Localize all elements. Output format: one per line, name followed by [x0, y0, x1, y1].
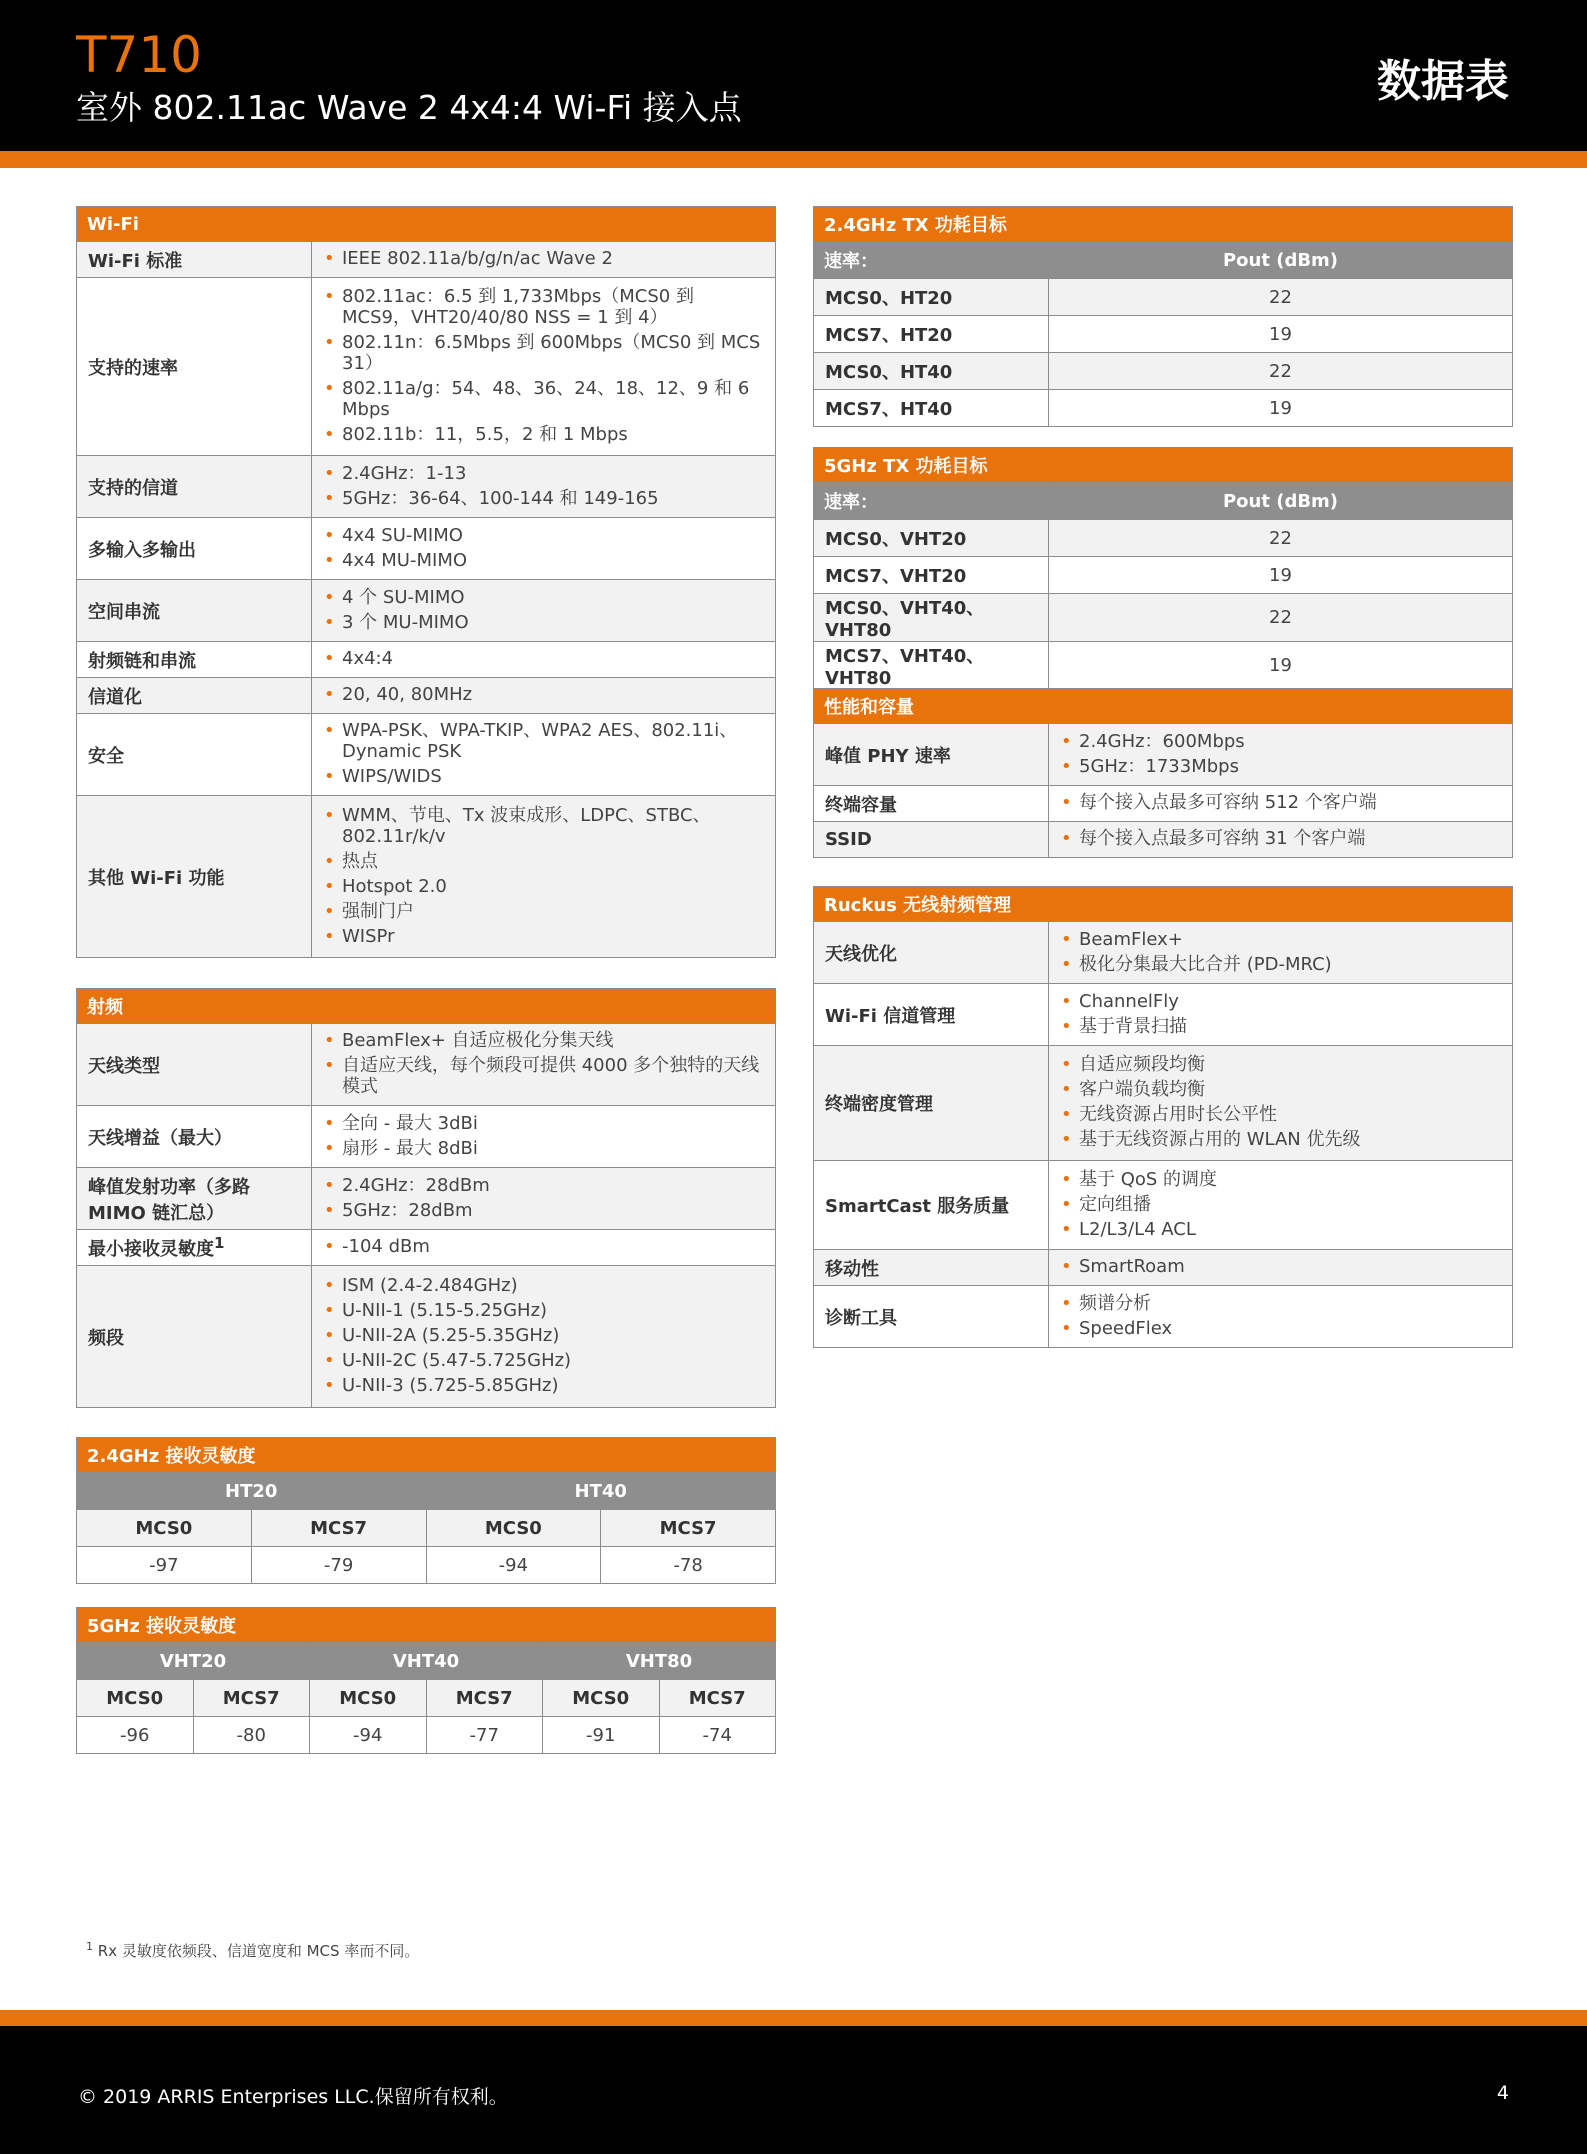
- spec-label: [814, 724, 1049, 786]
- spec-values: [312, 1230, 776, 1266]
- spec-row: [77, 714, 776, 796]
- value-item: • 20, 40, 80MHz: [322, 684, 765, 705]
- section-title: 5GHz 接收灵敏度: [77, 1608, 776, 1643]
- spec-label: [77, 1168, 312, 1230]
- spec-values: [312, 242, 776, 278]
- value-item: • U-NII-2A (5.25-5.35GHz): [322, 1325, 765, 1346]
- value-list: [1059, 1256, 1502, 1277]
- spec-row: [814, 1046, 1513, 1161]
- spec-label: [814, 984, 1049, 1046]
- section-title: 射频: [77, 989, 776, 1024]
- spec-label: [77, 242, 312, 278]
- spec-row: [814, 1161, 1513, 1250]
- value-list: [1059, 828, 1502, 849]
- value-item: • 基于无线资源占用的 WLAN 优先级: [1059, 1129, 1502, 1150]
- group-header-row: [77, 1473, 776, 1510]
- spec-values: [312, 714, 776, 796]
- value-item: • 无线资源占用时长公平性: [1059, 1104, 1502, 1125]
- value-item: • 2.4GHz：28dBm: [322, 1175, 765, 1196]
- spec-label: [77, 642, 312, 678]
- spec-label-text: SSID: [825, 829, 872, 850]
- tx-pout: 22: [1049, 353, 1513, 390]
- value-item: • 5GHz：1733Mbps: [1059, 756, 1502, 777]
- mcs-column: MCS0: [77, 1680, 194, 1717]
- mcs-column: MCS7: [601, 1510, 776, 1547]
- spec-label-text: 峰值发射功率（多路 MIMO 链汇总）: [88, 1176, 250, 1224]
- spec-row: [77, 278, 776, 456]
- value-item: • 基于背景扫描: [1059, 1016, 1502, 1037]
- spec-row: [814, 922, 1513, 984]
- spec-label: [77, 796, 312, 958]
- spec-row: [814, 724, 1513, 786]
- channel-group: VHT80: [543, 1643, 776, 1680]
- column-header-row: [77, 1510, 776, 1547]
- value-item: • 5GHz：36-64、100-144 和 149-165: [322, 488, 765, 509]
- spec-label-text: Wi-Fi 标准: [88, 250, 183, 272]
- col-rate: 速率：: [814, 483, 1049, 520]
- value-item: • 全向 - 最大 3dBi: [322, 1113, 765, 1134]
- tx-row: [814, 520, 1513, 557]
- wifi-table: [76, 206, 776, 958]
- footnote-marker: 1: [86, 1940, 93, 1953]
- spec-values: [312, 796, 776, 958]
- copyright: © 2019 ARRIS Enterprises LLC.保留所有权利。: [78, 2086, 508, 2108]
- spec-label-text: 射频链和串流: [88, 650, 196, 672]
- spec-values: [312, 1106, 776, 1168]
- value-item: • WISPr: [322, 926, 765, 947]
- spec-row: [814, 1286, 1513, 1348]
- sensitivity-value: -97: [77, 1547, 252, 1584]
- value-item: • 5GHz：28dBm: [322, 1200, 765, 1221]
- spec-label-text: 诊断工具: [825, 1307, 897, 1329]
- section-title: 2.4GHz 接收灵敏度: [77, 1438, 776, 1473]
- value-list: [1059, 929, 1502, 975]
- spec-values: [1049, 1250, 1513, 1286]
- rf-section: [76, 988, 776, 1408]
- value-item: • 客户端负载均衡: [1059, 1079, 1502, 1100]
- sensitivity-value: -77: [426, 1717, 543, 1754]
- section-title: 性能和容量: [814, 689, 1513, 724]
- footnote: [86, 1940, 419, 1961]
- spec-label: [814, 1161, 1049, 1250]
- value-list: [322, 684, 765, 705]
- value-list: [1059, 991, 1502, 1037]
- spec-label-text: 安全: [88, 745, 124, 767]
- spec-label: [77, 1024, 312, 1106]
- tx5-section: [813, 447, 1513, 690]
- spec-label: [814, 822, 1049, 858]
- spec-row: [77, 518, 776, 580]
- rrm-section: [813, 886, 1513, 1348]
- value-item: • SmartRoam: [1059, 1256, 1502, 1277]
- tx24-section: [813, 206, 1513, 427]
- value-item: • BeamFlex+: [1059, 929, 1502, 950]
- spec-label-text: 最小接收灵敏度: [88, 1239, 214, 1260]
- value-item: • 4 个 SU-MIMO: [322, 587, 765, 608]
- spec-row: [814, 1250, 1513, 1286]
- group-header-row: [77, 1643, 776, 1680]
- value-list: [322, 648, 765, 669]
- value-item: • ChannelFly: [1059, 991, 1502, 1012]
- spec-row: [77, 580, 776, 642]
- spec-label-text: 移动性: [825, 1258, 879, 1280]
- value-item: • 热点: [322, 851, 765, 872]
- mcs-column: MCS7: [659, 1680, 776, 1717]
- value-list: [322, 1275, 765, 1396]
- section-title: Ruckus 无线射频管理: [814, 887, 1513, 922]
- value-item: • U-NII-1 (5.15-5.25GHz): [322, 1300, 765, 1321]
- value-list: [322, 1113, 765, 1159]
- tx-pout: 19: [1049, 642, 1513, 690]
- value-item: • 4x4 SU-MIMO: [322, 525, 765, 546]
- sensitivity-value: -80: [193, 1717, 310, 1754]
- section-title: Wi-Fi: [77, 207, 776, 242]
- spec-row: [77, 678, 776, 714]
- col-pout: Pout (dBm): [1049, 483, 1513, 520]
- spec-values: [1049, 922, 1513, 984]
- value-list: [322, 1175, 765, 1221]
- spec-row: [77, 242, 776, 278]
- col-rate: 速率：: [814, 242, 1049, 279]
- value-item: • WIPS/WIDS: [322, 766, 765, 787]
- tx-row: [814, 279, 1513, 316]
- spec-values: [312, 518, 776, 580]
- col-pout: Pout (dBm): [1049, 242, 1513, 279]
- value-list: [322, 805, 765, 947]
- tx-rate: MCS0、VHT20: [814, 520, 1049, 557]
- spec-row: [77, 1024, 776, 1106]
- spec-values: [312, 678, 776, 714]
- footer-accent-stripe: [0, 2010, 1587, 2026]
- sensitivity-value: -74: [659, 1717, 776, 1754]
- rx24-section: [76, 1437, 776, 1584]
- spec-label-text: 信道化: [88, 686, 142, 708]
- value-list: [1059, 1169, 1502, 1240]
- spec-label-text: 多输入多输出: [88, 539, 196, 561]
- tx-pout: 22: [1049, 520, 1513, 557]
- spec-row: [814, 822, 1513, 858]
- rx5-table: [76, 1607, 776, 1754]
- value-list: [1059, 731, 1502, 777]
- wifi-section: [76, 206, 776, 958]
- tx24-table: [813, 206, 1513, 427]
- header-accent-stripe: [0, 151, 1587, 168]
- spec-label: [77, 1266, 312, 1408]
- tx-row: [814, 316, 1513, 353]
- rrm-table: [813, 886, 1513, 1348]
- spec-row: [77, 1230, 776, 1266]
- tx-row: [814, 353, 1513, 390]
- value-item: • 定向组播: [1059, 1194, 1502, 1215]
- value-list: [322, 463, 765, 509]
- value-item: • WPA-PSK、WPA-TKIP、WPA2 AES、802.11i、Dynamic PSK: [322, 720, 765, 762]
- spec-label-text: 支持的速率: [88, 357, 178, 379]
- tx-rate: MCS0、HT20: [814, 279, 1049, 316]
- spec-label: [814, 1250, 1049, 1286]
- value-item: • 2.4GHz：600Mbps: [1059, 731, 1502, 752]
- spec-values: [1049, 1046, 1513, 1161]
- spec-label: [814, 1046, 1049, 1161]
- tx-row: [814, 557, 1513, 594]
- section-title: 2.4GHz TX 功耗目标: [814, 207, 1513, 242]
- value-item: • U-NII-2C (5.47-5.725GHz): [322, 1350, 765, 1371]
- value-item: • 每个接入点最多可容纳 512 个客户端: [1059, 792, 1502, 813]
- sensitivity-value: -78: [601, 1547, 776, 1584]
- tx-row: [814, 594, 1513, 642]
- spec-label: [814, 922, 1049, 984]
- spec-row: [77, 796, 776, 958]
- product-subtitle: 室外 802.11ac Wave 2 4x4:4 Wi-Fi 接入点: [76, 88, 742, 127]
- tx-row: [814, 642, 1513, 690]
- value-item: • 每个接入点最多可容纳 31 个客户端: [1059, 828, 1502, 849]
- spec-label: [814, 1286, 1049, 1348]
- spec-values: [312, 1266, 776, 1408]
- value-item: • 802.11n：6.5Mbps 到 600Mbps（MCS0 到 MCS 31）: [322, 332, 765, 374]
- value-item: • 4x4:4: [322, 648, 765, 669]
- column-header-row: [77, 1680, 776, 1717]
- mcs-column: MCS7: [251, 1510, 426, 1547]
- mcs-column: MCS0: [77, 1510, 252, 1547]
- spec-row: [77, 456, 776, 518]
- value-item: • 802.11a/g：54、48、36、24、18、12、9 和 6 Mbps: [322, 378, 765, 420]
- value-list: [1059, 792, 1502, 813]
- value-list: [1059, 1293, 1502, 1339]
- tx-rate: MCS7、HT40: [814, 390, 1049, 427]
- column-header-row: [814, 483, 1513, 520]
- tx-rate: MCS7、VHT20: [814, 557, 1049, 594]
- spec-values: [312, 1168, 776, 1230]
- spec-values: [312, 278, 776, 456]
- performance-section: [813, 688, 1513, 858]
- channel-group: VHT20: [77, 1643, 310, 1680]
- value-item: • 自适应天线，每个频段可提供 4000 多个独特的天线模式: [322, 1055, 765, 1097]
- spec-values: [312, 642, 776, 678]
- spec-row: [77, 1266, 776, 1408]
- value-item: • 扇形 - 最大 8dBi: [322, 1138, 765, 1159]
- tx-pout: 22: [1049, 594, 1513, 642]
- value-item: • Hotspot 2.0: [322, 876, 765, 897]
- tx-rate: MCS7、VHT40、VHT80: [814, 642, 1049, 690]
- value-item: • 极化分集最大比合并 (PD-MRC): [1059, 954, 1502, 975]
- spec-row: [814, 786, 1513, 822]
- tx-rate: MCS0、HT40: [814, 353, 1049, 390]
- spec-label-text: 天线优化: [825, 943, 897, 965]
- spec-row: [77, 642, 776, 678]
- spec-label: [77, 580, 312, 642]
- spec-label-text: 天线增益（最大）: [88, 1127, 232, 1149]
- value-item: • 自适应频段均衡: [1059, 1054, 1502, 1075]
- document-type: 数据表: [1377, 56, 1509, 107]
- value-row: [77, 1717, 776, 1754]
- value-list: [322, 1030, 765, 1097]
- spec-label: [77, 278, 312, 456]
- spec-row: [77, 1168, 776, 1230]
- tx-row: [814, 390, 1513, 427]
- spec-values: [1049, 1286, 1513, 1348]
- mcs-column: MCS7: [193, 1680, 310, 1717]
- footnote-ref: 1: [214, 1234, 225, 1252]
- spec-label: [77, 518, 312, 580]
- tx-pout: 19: [1049, 316, 1513, 353]
- footnote-text: Rx 灵敏度依频段、信道宽度和 MCS 率而不同。: [97, 1942, 420, 1960]
- spec-label-text: 频段: [88, 1327, 124, 1349]
- spec-label: [77, 1230, 312, 1266]
- spec-row: [77, 1106, 776, 1168]
- value-item: • 4x4 MU-MIMO: [322, 550, 765, 571]
- spec-label: [77, 456, 312, 518]
- mcs-column: MCS0: [310, 1680, 427, 1717]
- mcs-column: MCS0: [426, 1510, 601, 1547]
- product-model: T710: [76, 26, 202, 84]
- value-item: • 频谱分析: [1059, 1293, 1502, 1314]
- spec-label: [77, 678, 312, 714]
- spec-values: [1049, 984, 1513, 1046]
- spec-label-text: 峰值 PHY 速率: [825, 745, 951, 767]
- value-item: • 2.4GHz：1-13: [322, 463, 765, 484]
- tx-pout: 19: [1049, 390, 1513, 427]
- spec-values: [1049, 1161, 1513, 1250]
- value-row: [77, 1547, 776, 1584]
- spec-label: [77, 1106, 312, 1168]
- spec-label-text: 终端容量: [825, 794, 897, 816]
- value-item: • L2/L3/L4 ACL: [1059, 1219, 1502, 1240]
- spec-values: [312, 456, 776, 518]
- value-item: • ISM (2.4-2.484GHz): [322, 1275, 765, 1296]
- spec-label-text: Wi-Fi 信道管理: [825, 1005, 956, 1027]
- spec-label: [77, 714, 312, 796]
- spec-label: [814, 786, 1049, 822]
- channel-group: HT40: [426, 1473, 776, 1510]
- rf-table: [76, 988, 776, 1408]
- value-list: [322, 286, 765, 445]
- channel-group: HT20: [77, 1473, 427, 1510]
- spec-label-text: 终端密度管理: [825, 1094, 933, 1115]
- tx-pout: 22: [1049, 279, 1513, 316]
- spec-label-text: 空间串流: [88, 601, 160, 623]
- value-item: • -104 dBm: [322, 1236, 765, 1257]
- spec-values: [312, 580, 776, 642]
- spec-label-text: SmartCast 服务质量: [825, 1196, 1010, 1217]
- value-list: [322, 720, 765, 787]
- spec-values: [1049, 724, 1513, 786]
- tx-rate: MCS0、VHT40、VHT80: [814, 594, 1049, 642]
- tx-rate: MCS7、HT20: [814, 316, 1049, 353]
- tx5-table: [813, 447, 1513, 690]
- spec-row: [814, 984, 1513, 1046]
- value-list: [322, 587, 765, 633]
- section-title: 5GHz TX 功耗目标: [814, 448, 1513, 483]
- spec-label-text: 其他 Wi-Fi 功能: [88, 867, 225, 889]
- column-header-row: [814, 242, 1513, 279]
- page-number: 4: [1496, 2082, 1509, 2104]
- tx-pout: 19: [1049, 557, 1513, 594]
- spec-values: [1049, 822, 1513, 858]
- spec-values: [312, 1024, 776, 1106]
- mcs-column: MCS0: [543, 1680, 660, 1717]
- channel-group: VHT40: [310, 1643, 543, 1680]
- value-item: • SpeedFlex: [1059, 1318, 1502, 1339]
- sensitivity-value: -79: [251, 1547, 426, 1584]
- value-item: • 802.11ac：6.5 到 1,733Mbps（MCS0 到 MCS9，VHT20/40/80 NSS = 1 到 4）: [322, 286, 765, 328]
- sensitivity-value: -96: [77, 1717, 194, 1754]
- value-list: [322, 525, 765, 571]
- value-item: • BeamFlex+ 自适应极化分集天线: [322, 1030, 765, 1051]
- value-item: • 基于 QoS 的调度: [1059, 1169, 1502, 1190]
- value-list: [322, 1236, 765, 1257]
- value-item: • 3 个 MU-MIMO: [322, 612, 765, 633]
- spec-label-text: 天线类型: [88, 1055, 160, 1077]
- value-item: • 强制门户: [322, 901, 765, 922]
- rx5-section: [76, 1607, 776, 1754]
- rx24-table: [76, 1437, 776, 1584]
- sensitivity-value: -94: [310, 1717, 427, 1754]
- spec-label-text: 支持的信道: [88, 477, 178, 499]
- value-item: • U-NII-3 (5.725-5.85GHz): [322, 1375, 765, 1396]
- value-list: [322, 248, 765, 269]
- value-item: • 802.11b：11，5.5，2 和 1 Mbps: [322, 424, 765, 445]
- mcs-column: MCS7: [426, 1680, 543, 1717]
- spec-values: [1049, 786, 1513, 822]
- value-item: • IEEE 802.11a/b/g/n/ac Wave 2: [322, 248, 765, 269]
- sensitivity-value: -91: [543, 1717, 660, 1754]
- performance-table: [813, 688, 1513, 858]
- value-list: [1059, 1054, 1502, 1150]
- value-item: • WMM、节电、Tx 波束成形、LDPC、STBC、802.11r/k/v: [322, 805, 765, 847]
- sensitivity-value: -94: [426, 1547, 601, 1584]
